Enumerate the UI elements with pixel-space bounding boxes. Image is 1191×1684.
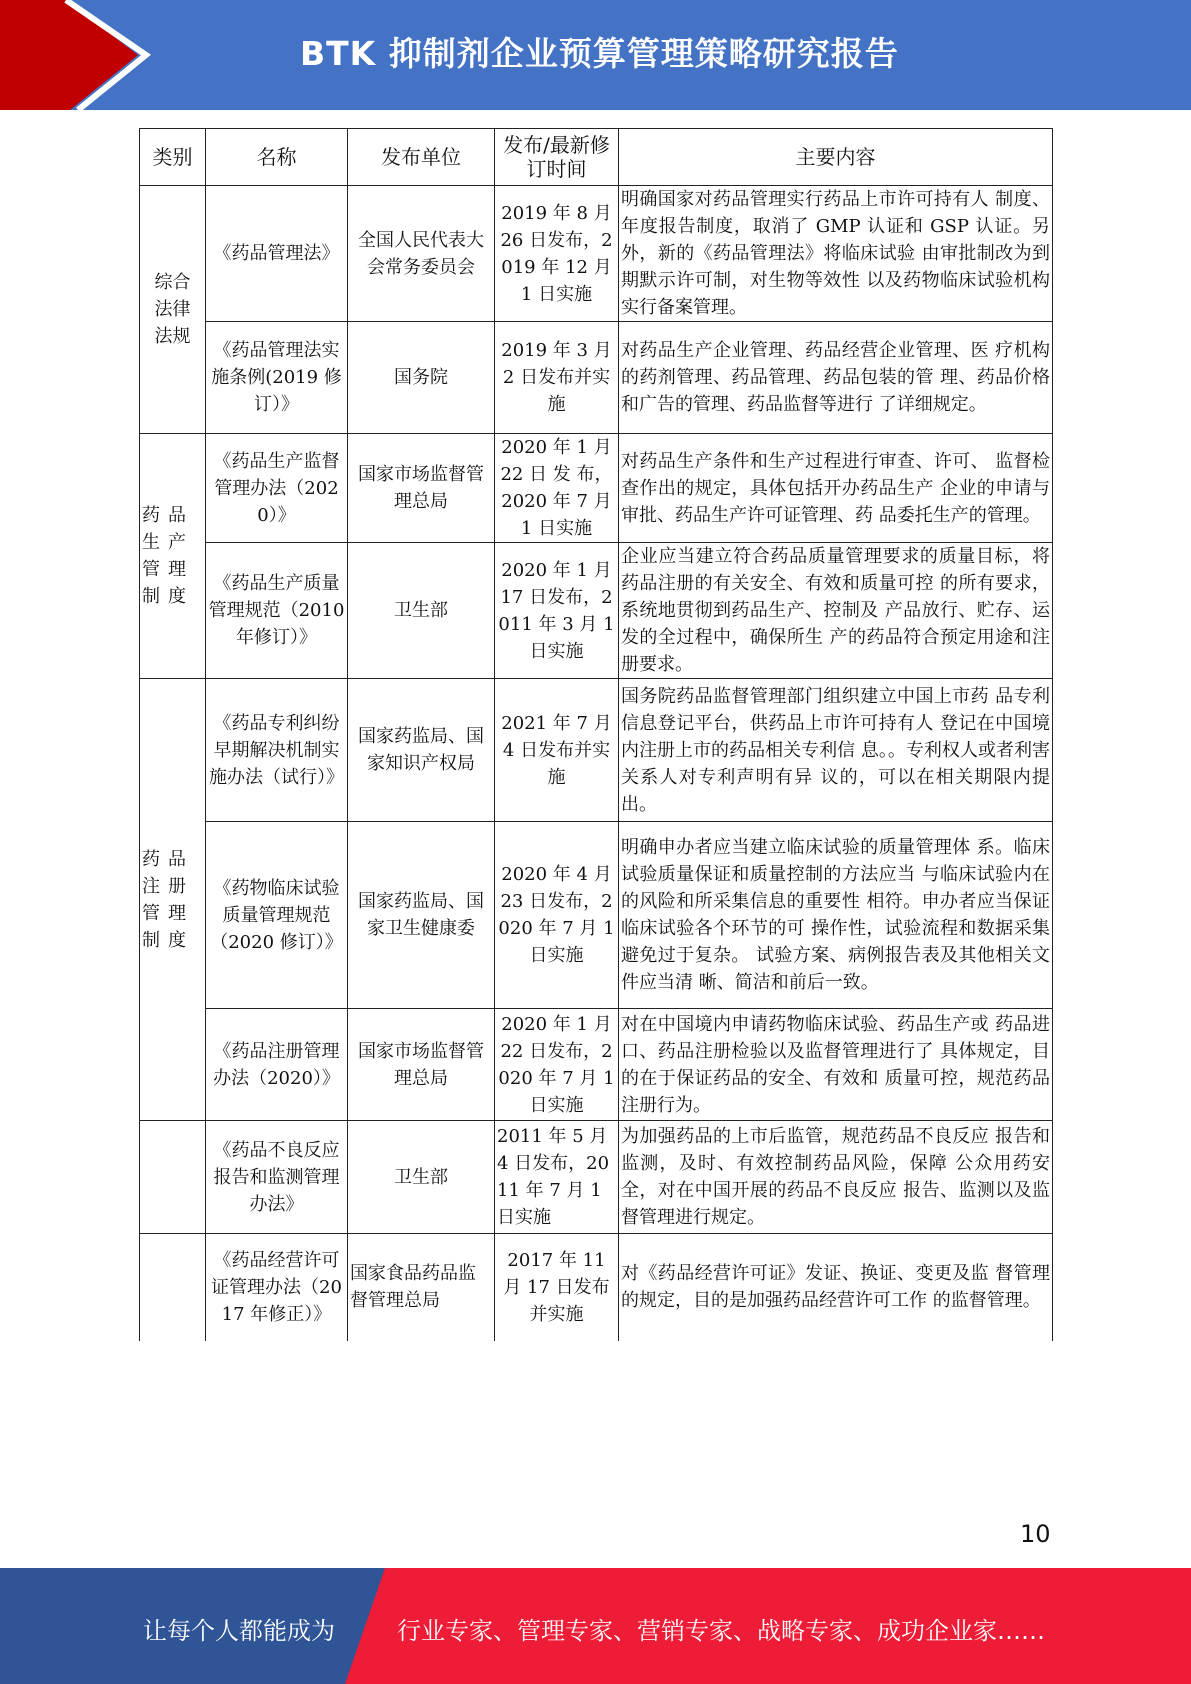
content-cell: 对《药品经营许可证》发证、换证、变更及监 督管理的规定，目的是加强药品经营许可工作 的监督管理。 (619, 1234, 1053, 1341)
date-cell: 2021 年 7 月 4 日发布并实施 (495, 679, 619, 822)
name-cell: 《药品经营许可证管理办法（2017 年修正）》 (206, 1234, 348, 1341)
footer-slogan-right: 行业专家、管理专家、营销专家、战略专家、成功企业家…… (397, 1617, 1045, 1645)
table-row (140, 1121, 1053, 1234)
content-cell: 明确申办者应当建立临床试验的质量管理体 系。临床试验质量保证和质量控制的方法应当 与临床试验内在的风险和所采集信息的重要性 相符。申办者应当保证临床试验各个环节的可 操作性，试验流程和数据采集避免过于复杂。 试验方案、病例报告表及其他相关文件应当清 晰、简洁和前后一致。 (619, 822, 1053, 1009)
page-footer (0, 1568, 1191, 1684)
column-header: 发布/最新修订时间 (495, 129, 619, 186)
issuer-cell: 全国人民代表大会常务委员会 (348, 186, 495, 322)
content-cell: 为加强药品的上市后监管，规范药品不良反应 报告和监测，及时、有效控制药品风险，保障 公众用药安全，对在中国开展的药品不良反应 报告、监测以及监督管理进行规定。 (619, 1121, 1053, 1234)
date-cell: 2019 年 3 月 2 日发布并实施 (495, 322, 619, 434)
column-header: 主要内容 (619, 129, 1053, 186)
name-cell: 《药品管理法》 (206, 186, 348, 322)
column-header: 类别 (140, 129, 206, 186)
table-header-row (140, 129, 1053, 186)
regulations-table (139, 128, 1053, 1341)
table-row (140, 822, 1053, 1009)
content-cell: 对药品生产条件和生产过程进行审查、许可、 监督检查作出的规定，具体包括开办药品生产 企业的申请与审批、药品生产许可证管理、药 品委托生产的管理。 (619, 434, 1053, 543)
column-header: 发布单位 (348, 129, 495, 186)
content-cell: 明确国家对药品管理实行药品上市许可持有人 制度、年度报告制度，取消了 GMP 认证和 GSP 认证。另外，新的《药品管理法》将临床试验 由审批制改为到期默示许可制，对生物等效性 以及药物临床试验机构实行备案管理。 (619, 186, 1053, 322)
issuer-cell: 卫生部 (348, 543, 495, 679)
issuer-cell: 国家市场监督管理总局 (348, 434, 495, 543)
report-title: BTK 抑制剂企业预算管理策略研究报告 (300, 34, 899, 73)
category-cell: 药品生产管理制度 (140, 434, 206, 679)
category-cell (140, 1121, 206, 1234)
issuer-cell: 国家食品药品监督管理总局 (348, 1234, 495, 1341)
name-cell: 《药品生产监督管理办法（2020）》 (206, 434, 348, 543)
table-row (140, 543, 1053, 679)
name-cell: 《药品管理法实施条例(2019 修订）》 (206, 322, 348, 434)
date-cell: 2020 年 1 月 22 日 发 布，2020 年 7 月 1 日实施 (495, 434, 619, 543)
table-row (140, 679, 1053, 822)
content-cell: 企业应当建立符合药品质量管理要求的质量目标，将药品注册的有关安全、有效和质量可控 的所有要求，系统地贯彻到药品生产、控制及 产品放行、贮存、运发的全过程中，确保所生 产的药品符合预定用途和注册要求。 (619, 543, 1053, 679)
date-cell: 2020 年 1 月 17 日发布，2011 年 3 月 1 日实施 (495, 543, 619, 679)
date-cell: 2020 年 1 月 22 日发布，2020 年 7 月 1 日实施 (495, 1009, 619, 1121)
date-cell: 2017 年 11 月 17 日发布并实施 (495, 1234, 619, 1341)
content-cell: 对药品生产企业管理、药品经营企业管理、医 疗机构的药剂管理、药品管理、药品包装的管 理、药品价格和广告的管理、药品监督等进行 了详细规定。 (619, 322, 1053, 434)
issuer-cell: 国家市场监督管理总局 (348, 1009, 495, 1121)
category-cell (140, 1234, 206, 1341)
issuer-cell: 卫生部 (348, 1121, 495, 1234)
issuer-cell: 国务院 (348, 322, 495, 434)
page-number: 10 (1020, 1520, 1051, 1548)
name-cell: 《药物临床试验质量管理规范（2020 修订）》 (206, 822, 348, 1009)
table-row (140, 186, 1053, 322)
date-cell: 2019 年 8 月 26 日发布，2019 年 12 月 1 日实施 (495, 186, 619, 322)
footer-slogan-left: 让每个人都能成为 (143, 1617, 335, 1645)
category-cell: 药品注册管理制度 (140, 679, 206, 1121)
issuer-cell: 国家药监局、国家知识产权局 (348, 679, 495, 822)
issuer-cell: 国家药监局、国家卫生健康委 (348, 822, 495, 1009)
content-cell: 国务院药品监督管理部门组织建立中国上市药 品专利信息登记平台，供药品上市许可持有人 登记在中国境内注册上市的药品相关专利信 息。。专利权人或者利害关系人对专利声明有异 议的，可以在相关期限内提出。 (619, 679, 1053, 822)
date-cell: 2011 年 5 月 4 日发布，2011 年 7 月 1 日实施 (495, 1121, 619, 1234)
table-row (140, 1009, 1053, 1121)
table-row (140, 434, 1053, 543)
name-cell: 《药品不良反应报告和监测管理办法》 (206, 1121, 348, 1234)
table-row (140, 322, 1053, 434)
column-header: 名称 (206, 129, 348, 186)
content-cell: 对在中国境内申请药物临床试验、药品生产或 药品进口、药品注册检验以及监督管理进行了 具体规定，目的在于保证药品的安全、有效和 质量可控，规范药品注册行为。 (619, 1009, 1053, 1121)
name-cell: 《药品注册管理办法（2020）》 (206, 1009, 348, 1121)
name-cell: 《药品生产质量管理规范（2010 年修订）》 (206, 543, 348, 679)
table-row (140, 1234, 1053, 1341)
date-cell: 2020 年 4 月 23 日发布，2020 年 7 月 1 日实施 (495, 822, 619, 1009)
page-header (0, 0, 1191, 110)
name-cell: 《药品专利纠纷早期解决机制实施办法（试行）》 (206, 679, 348, 822)
category-cell: 综合法律法规 (140, 186, 206, 434)
